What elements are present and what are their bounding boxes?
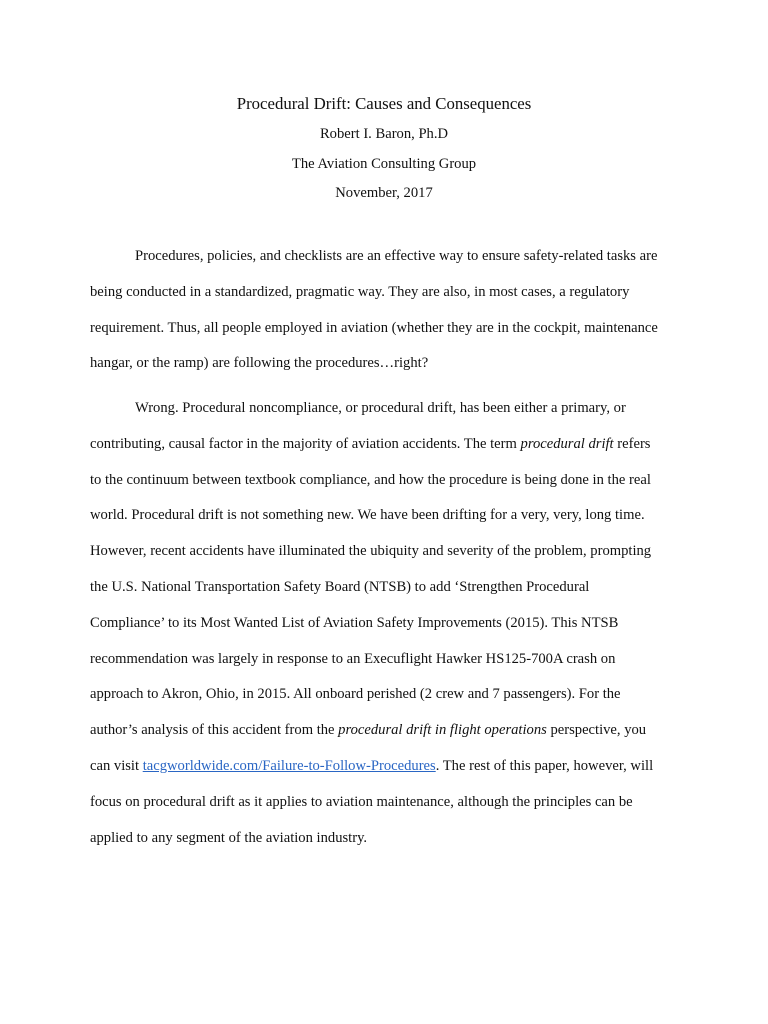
emphasized-phrase: procedural drift in flight operations: [338, 722, 547, 739]
paragraph-line: [90, 427, 682, 463]
paragraph-line: requirement. Thus, all people employed in aviation (whether they are in the cockpit, maintenance: [90, 319, 658, 336]
paragraph-line: the U.S. National Transportation Safety Board (NTSB) to add ‘Strengthen Procedural: [90, 578, 590, 595]
text-run: can visit: [90, 757, 143, 774]
text-run: perspective, you: [546, 722, 647, 739]
paragraph-line: recommendation was largely in response to an Execuflight Hawker HS125-700A crash on: [90, 650, 616, 667]
paragraph-line: [90, 749, 682, 785]
text-run: author’s analysis of this accident from the: [90, 722, 339, 739]
paragraph-line: However, recent accidents have illuminated the ubiquity and severity of the problem, prompting: [90, 543, 652, 560]
paragraph-line: hangar, or the ramp) are following the procedures…right?: [90, 355, 429, 372]
paragraph-line: Wrong. Procedural noncompliance, or procedural drift, has been either a primary, or: [135, 400, 626, 416]
paragraph-line: Compliance’ to its Most Wanted List of Aviation Safety Improvements (2015). This NTSB: [90, 614, 619, 631]
emphasized-term: procedural drift: [520, 435, 614, 452]
paragraph-line: focus on procedural drift as it applies to aviation maintenance, although the principles can be: [90, 793, 633, 810]
paragraph-line: world. Procedural drift is not something new. We have been drifting for a very, very, long time.: [90, 507, 645, 524]
paragraph-line: applied to any segment of the aviation industry.: [90, 829, 368, 846]
paragraph-procedural-drift: [90, 391, 682, 856]
organization-name: The Aviation Consulting Group: [291, 156, 477, 172]
document-date: November, 2017: [335, 185, 433, 201]
document-title: Procedural Drift: Causes and Consequences: [236, 94, 532, 113]
author-name: Robert I. Baron, Ph.D: [319, 126, 449, 142]
paragraph-line: approach to Akron, Ohio, in 2015. All onboard perished (2 crew and 7 passengers). For the: [90, 686, 621, 703]
text-run: contributing, causal factor in the majority of aviation accidents. The term: [90, 435, 521, 452]
paragraph-line: to the continuum between textbook compliance, and how the procedure is being done in the real: [90, 471, 651, 488]
paragraph-line: being conducted in a standardized, pragmatic way. They are also, in most cases, a regulatory: [90, 283, 630, 300]
paragraph-line: [90, 713, 682, 749]
text-run: refers: [613, 435, 651, 452]
text-run: . The rest of this paper, however, will: [435, 757, 654, 774]
paragraph-line: Procedures, policies, and checklists are an effective way to ensure safety-related tasks are: [135, 248, 658, 264]
failure-to-follow-procedures-link[interactable]: tacgworldwide.com/Failure-to-Follow-Procedures: [142, 757, 436, 774]
paragraph-intro: [90, 239, 682, 382]
